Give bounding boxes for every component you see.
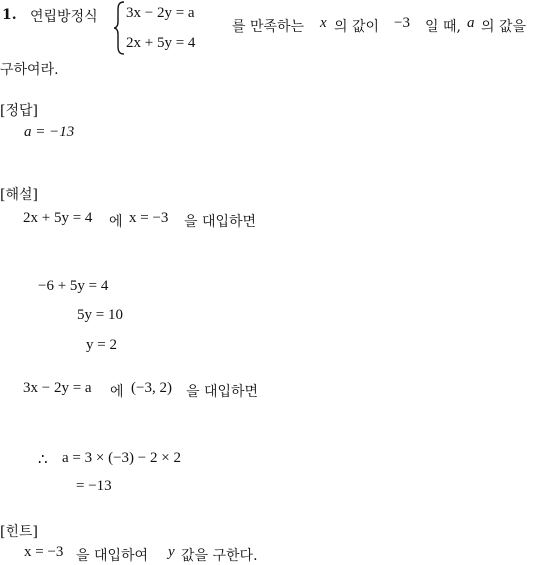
system-equation-1: 3x − 2y = a [126, 5, 195, 21]
answer-header: [정답] [0, 103, 38, 119]
system-equation-2: 2x + 5y = 4 [126, 35, 196, 51]
hint-mid: 을 대입하여 [76, 548, 149, 564]
solution-step1-end: 을 대입하면 [184, 214, 257, 230]
calc-line-2: 5y = 10 [77, 307, 123, 323]
condition-text-1: 를 만족하는 [232, 19, 305, 35]
problem-intro: 연립방정식 [30, 9, 98, 25]
therefore-symbol: ∴ [38, 452, 48, 468]
solution-step2-sub: (−3, 2) [131, 380, 172, 396]
hint-end: 값을 구한다. [181, 548, 258, 564]
condition-text-4: 의 값을 [481, 19, 527, 35]
condition-text-2: 의 값이 [334, 19, 380, 35]
value-neg3: −3 [394, 15, 410, 31]
calc-line-3: y = 2 [86, 337, 117, 353]
hint-sub: x = −3 [24, 544, 64, 560]
solution-step1-equation: 2x + 5y = 4 [23, 210, 93, 226]
answer-value: a = −13 [24, 124, 75, 140]
var-x: x [320, 15, 327, 31]
var-a: a [467, 15, 475, 31]
solution-step1-mid: 에 [109, 214, 123, 230]
problem-number: 1. [2, 7, 17, 23]
result-line-2: = −13 [76, 478, 112, 494]
solution-step1-sub: x = −3 [129, 210, 169, 226]
result-line-1: a = 3 × (−3) − 2 × 2 [62, 450, 181, 466]
hint-var-y: y [168, 544, 175, 560]
solution-step2-end: 을 대입하면 [186, 384, 259, 400]
problem-line-2: 구하여라. [0, 62, 59, 78]
solution-step2-equation: 3x − 2y = a [23, 380, 92, 396]
calc-line-1: −6 + 5y = 4 [38, 278, 109, 294]
hint-header: [힌트] [0, 524, 38, 540]
left-brace-icon [113, 1, 125, 55]
solution-step2-mid: 에 [110, 384, 124, 400]
solution-header: [해설] [0, 187, 38, 203]
condition-text-3: 일 때, [425, 19, 461, 35]
